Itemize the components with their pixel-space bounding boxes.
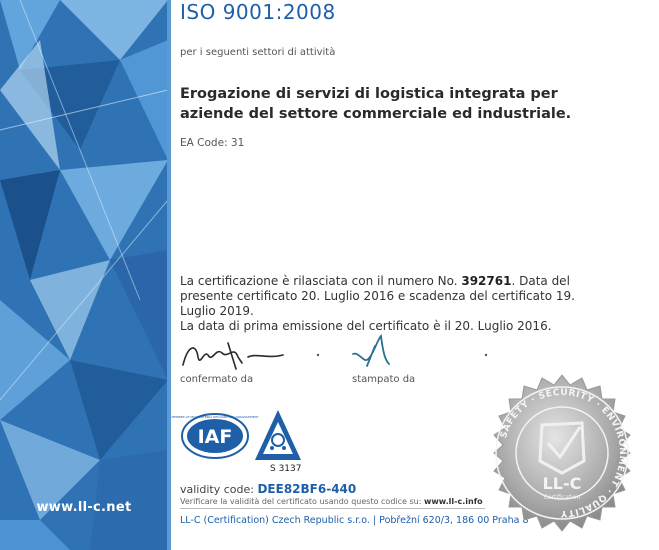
verify-site-link[interactable]: www.ll-c.info	[423, 497, 483, 506]
panel-divider	[167, 0, 171, 550]
validity-code: DEE82BF6-440	[257, 482, 357, 496]
website-url: www.ll-c.net	[36, 500, 132, 515]
accreditation-logo	[253, 408, 303, 464]
seal-sub-text: Certification	[543, 494, 581, 501]
standard-title: ISO 9001:2008	[180, 0, 336, 24]
company-address: LL-C (Certification) Czech Republic s.r.o. | Pobřežní 620/3, 186 00 Praha 8	[180, 515, 529, 526]
crystal-pattern	[0, 0, 168, 550]
iaf-text: IAF	[197, 426, 233, 448]
signature-confirmed	[178, 335, 288, 375]
printed-by-label: stampato da	[352, 374, 416, 385]
cert-number: 392761	[461, 274, 512, 288]
iaf-logo	[171, 411, 259, 461]
ea-code: EA Code: 31	[180, 137, 245, 149]
accreditation-number: S 3137	[270, 464, 302, 474]
cert-line1-suffix: . Data del presente certificato 20. Luglio 2016 e scadenza del certificato 19. Luglio 2019.	[180, 274, 575, 318]
scope-text: Erogazione di servizi di logistica integrata per aziende del settore commerciale ed industriale.	[180, 86, 572, 122]
verify-text: Verificare la validità del certificato usando questo codice su:	[180, 497, 422, 506]
confirmed-by-label: confermato da	[180, 374, 254, 385]
seal-ring-text: SAFETY · SECURITY · ENVIRONMENT · QUALITY	[499, 387, 628, 519]
validity-row	[180, 482, 356, 496]
certification-details	[180, 274, 600, 334]
embossed-seal	[482, 373, 642, 533]
verify-row	[180, 497, 483, 506]
decorative-left-panel	[0, 0, 168, 550]
validity-label: validity code:	[180, 483, 254, 496]
footer-divider	[180, 508, 485, 509]
signature-printed	[345, 330, 405, 375]
seal-center-text: LL-C	[542, 474, 582, 493]
iaf-ring-text: MEMBER OF MULTILATERAL RECOGNITION ARRANGEMENT	[171, 415, 259, 419]
cert-line1-prefix: La certificazione è rilasciata con il numero No.	[180, 274, 458, 288]
intro-text: per i seguenti settori di attività	[180, 47, 336, 58]
cert-line2: La data di prima emissione del certificato è il 20. Luglio 2016.	[180, 319, 552, 333]
